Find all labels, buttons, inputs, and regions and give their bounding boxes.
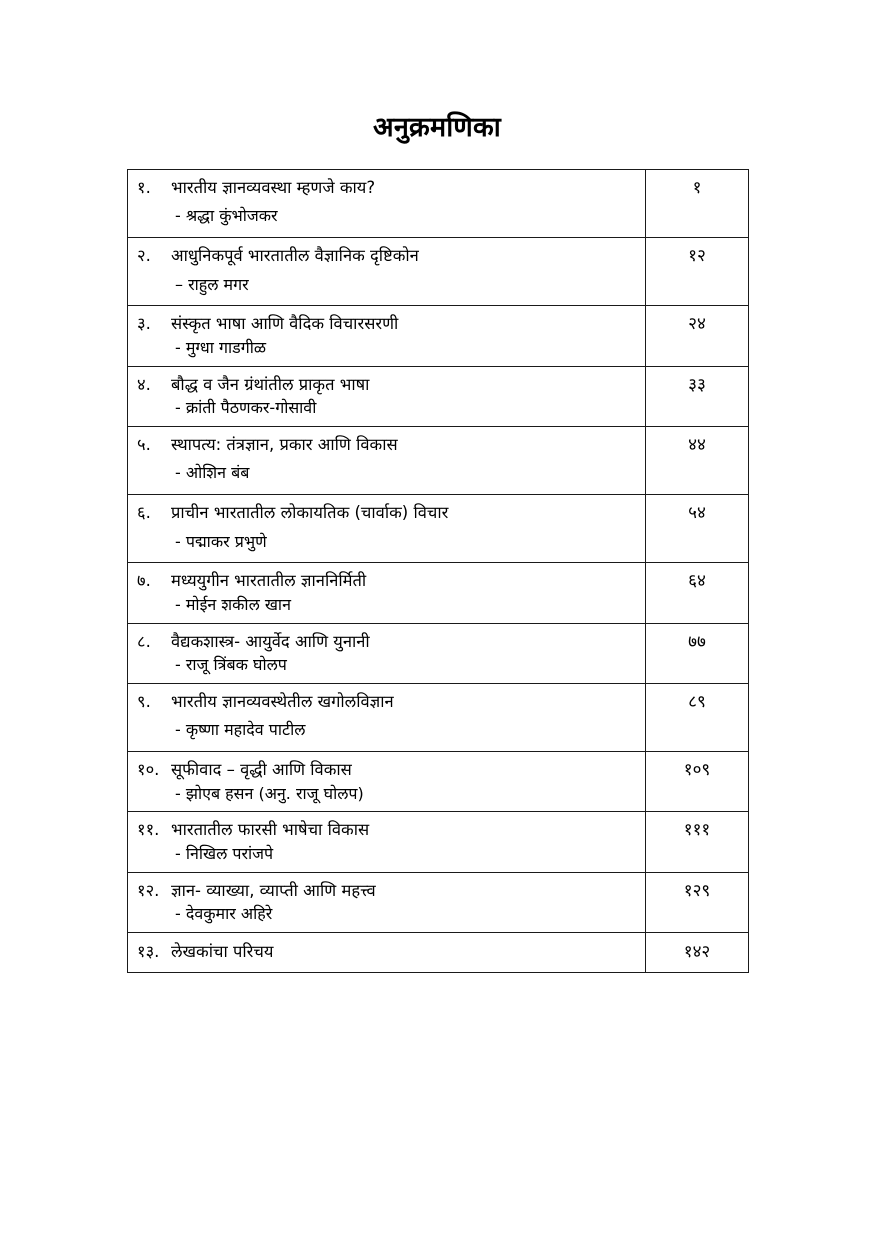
- toc-entry-author: - देवकुमार अहिरे: [175, 904, 273, 924]
- toc-entry: [128, 624, 645, 683]
- toc-page-number: २४: [688, 314, 706, 335]
- toc-entry-author: - मोईन शकील खान: [175, 594, 291, 614]
- toc-page-cell: [646, 495, 749, 563]
- table-row: [128, 683, 749, 751]
- page-title: अनुक्रमणिका: [373, 112, 501, 143]
- table-row: [128, 170, 749, 238]
- toc-page-number: १०९: [683, 760, 711, 781]
- table-row: [128, 752, 749, 812]
- toc-entry-title-line: [137, 570, 637, 591]
- toc-page-cell: [646, 623, 749, 683]
- toc-entry-title-line: [137, 313, 637, 334]
- toc-entry: [128, 873, 645, 932]
- toc-entry: [128, 170, 645, 237]
- table-row: [128, 495, 749, 563]
- toc-entry-title-line: [137, 502, 637, 523]
- toc-entry-title: सूफीवाद – वृद्धी आणि विकास: [171, 760, 352, 780]
- toc-entry: [128, 563, 645, 622]
- table-row: [128, 623, 749, 683]
- toc-entry-cell: [128, 872, 646, 932]
- toc-entry: [128, 752, 645, 811]
- toc-page-number: १२९: [683, 880, 711, 901]
- toc-entry-number: ७.: [137, 571, 151, 591]
- toc-entry-title-line: [137, 374, 637, 395]
- toc-page-cell: [646, 812, 749, 872]
- toc-page-cell: [646, 238, 749, 306]
- table-row: [128, 238, 749, 306]
- table-row: [128, 563, 749, 623]
- toc-page-cell: [646, 683, 749, 751]
- table-row: [128, 932, 749, 972]
- toc-entry-author: - कृष्णा महादेव पाटील: [175, 720, 306, 740]
- toc-entry-number: ५.: [137, 434, 151, 454]
- toc-entry-title: वैद्यकशास्त्र- आयुर्वेद आणि युनानी: [171, 631, 370, 651]
- toc-entry-title-line: [137, 245, 637, 266]
- toc-entry-title-line: [137, 691, 637, 712]
- toc-entry-author: - पद्माकर प्रभुणे: [175, 531, 267, 551]
- toc-entry-number: १.: [137, 178, 151, 197]
- toc-entry-cell: [128, 426, 646, 494]
- toc-page-cell: [646, 563, 749, 623]
- toc-body: [128, 170, 749, 973]
- table-of-contents: [127, 169, 749, 973]
- toc-entry-author: - ओशिन बंब: [175, 463, 250, 483]
- toc-page-cell: [646, 170, 749, 238]
- toc-entry-title-line: [137, 759, 637, 780]
- toc-entry-author: - झोएब हसन (अनु. राजू घोलप): [175, 783, 364, 803]
- toc-entry-title-line: [137, 880, 637, 901]
- table-row: [128, 366, 749, 426]
- toc-entry: [128, 427, 645, 494]
- table-row: [128, 872, 749, 932]
- toc-entry-title: आधुनिकपूर्व भारतातील वैज्ञानिक दृष्टिकोन: [171, 246, 419, 266]
- table-row: [128, 812, 749, 872]
- toc-entry-title: लेखकांचा परिचय: [171, 941, 274, 961]
- toc-entry-author: - राजू त्रिंबक घोलप: [175, 655, 287, 675]
- toc-entry-title: बौद्ध व जैन ग्रंथांतील प्राकृत भाषा: [171, 374, 370, 394]
- toc-entry: [128, 812, 645, 871]
- toc-entry: [128, 495, 645, 562]
- toc-page-number: १११: [683, 820, 711, 841]
- toc-entry-number: १०.: [137, 760, 160, 780]
- toc-entry-number: ९.: [137, 691, 151, 711]
- toc-page-number: ६४: [688, 571, 706, 592]
- toc-entry-number: ४.: [137, 374, 151, 394]
- toc-entry: [128, 306, 645, 365]
- toc-page-cell: [646, 366, 749, 426]
- toc-page-number: ५४: [688, 503, 706, 524]
- toc-entry-number: ११.: [137, 820, 160, 840]
- toc-entry-title: भारतीय ज्ञानव्यवस्था म्हणजे काय?: [171, 178, 376, 197]
- toc-page-number: ७७: [688, 631, 706, 652]
- toc-page-number: ८९: [688, 691, 706, 712]
- toc-entry-author: - मुग्धा गाडगीळ: [175, 337, 267, 357]
- toc-page-number: १: [692, 178, 702, 198]
- toc-entry-number: २.: [137, 246, 151, 266]
- toc-entry-number: ८.: [137, 631, 151, 651]
- toc-entry-title: प्राचीन भारतातील लोकायतिक (चार्वाक) विचार: [171, 503, 449, 523]
- toc-entry-cell: [128, 752, 646, 812]
- toc-page-number: ४४: [688, 434, 706, 455]
- toc-entry-title-line: [137, 434, 637, 455]
- toc-entry-title-line: [137, 177, 637, 198]
- toc-entry-author: - श्रद्धा कुंभोजकर: [175, 206, 278, 226]
- toc-entry-cell: [128, 170, 646, 238]
- toc-page-number: ३३: [688, 374, 706, 395]
- toc-entry-cell: [128, 623, 646, 683]
- toc-entry: [128, 684, 645, 751]
- toc-entry-title-line: [137, 631, 637, 652]
- toc-entry: [128, 367, 645, 426]
- toc-entry-number: १२.: [137, 880, 160, 900]
- toc-entry-cell: [128, 683, 646, 751]
- toc-entry-title: मध्ययुगीन भारतातील ज्ञाननिर्मिती: [171, 571, 367, 591]
- toc-entry-cell: [128, 812, 646, 872]
- toc-page-cell: [646, 932, 749, 972]
- table-row: [128, 426, 749, 494]
- toc-entry: [128, 238, 645, 305]
- toc-entry: [128, 933, 645, 971]
- toc-entry-author: - निखिल परांजपे: [175, 843, 274, 863]
- toc-entry-author: - क्रांती पैठणकर-गोसावी: [175, 398, 317, 418]
- toc-entry-title-line: [137, 941, 637, 962]
- toc-entry-title: स्थापत्य: तंत्रज्ञान, प्रकार आणि विकास: [171, 434, 398, 454]
- toc-entry-cell: [128, 238, 646, 306]
- toc-page-cell: [646, 306, 749, 366]
- toc-entry-cell: [128, 563, 646, 623]
- toc-entry-title: भारतातील फारसी भाषेचा विकास: [171, 820, 370, 840]
- toc-entry-cell: [128, 932, 646, 972]
- toc-entry-title-line: [137, 819, 637, 840]
- table-row: [128, 306, 749, 366]
- toc-page-cell: [646, 426, 749, 494]
- toc-entry-cell: [128, 366, 646, 426]
- toc-entry-title: संस्कृत भाषा आणि वैदिक विचारसरणी: [171, 314, 399, 334]
- toc-entry-cell: [128, 306, 646, 366]
- toc-entry-title: ज्ञान- व्याख्या, व्याप्ती आणि महत्त्व: [171, 880, 376, 900]
- toc-entry-number: ६.: [137, 503, 151, 523]
- toc-entry-title: भारतीय ज्ञानव्यवस्थेतील खगोलविज्ञान: [171, 691, 394, 711]
- toc-page-number: १४२: [683, 941, 711, 962]
- toc-entry-author: – राहुल मगर: [175, 274, 249, 294]
- toc-page-number: १२: [688, 246, 706, 267]
- toc-page-cell: [646, 872, 749, 932]
- toc-entry-number: १३.: [137, 941, 160, 961]
- toc-page-cell: [646, 752, 749, 812]
- toc-entry-cell: [128, 495, 646, 563]
- toc-entry-number: ३.: [137, 314, 151, 334]
